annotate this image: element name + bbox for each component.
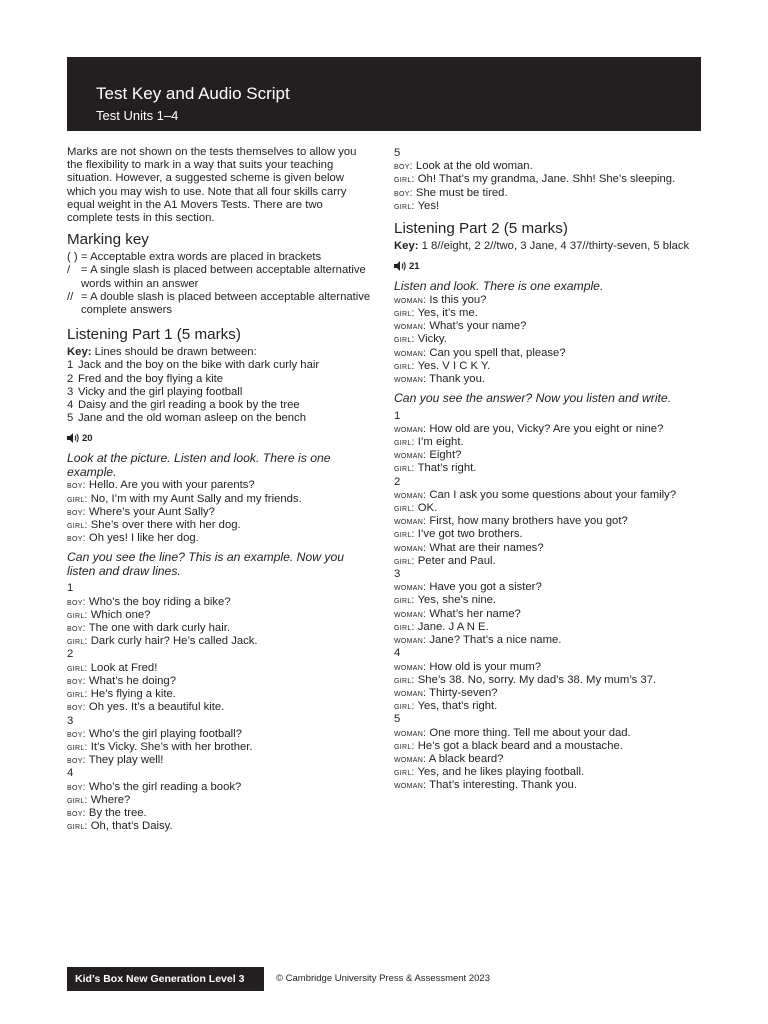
marking-key-symbol: ( ) (67, 251, 78, 264)
audio-track-number: 20 (82, 432, 93, 444)
line-text: By the tree. (88, 806, 147, 819)
speaker-label: boy: (67, 781, 86, 793)
dialogue-line (394, 320, 704, 333)
speaker-label: girl: (394, 555, 415, 567)
line-text: Oh yes! I like her dog. (88, 532, 199, 545)
page-title: Test Key and Audio Script (96, 84, 290, 103)
dialogue-line (394, 436, 704, 449)
line-text: Jane. J A N E. (417, 620, 489, 633)
line-text: I’m eight. (417, 436, 464, 449)
dialogue-group (67, 767, 371, 833)
line-text: I’ve got two brothers. (417, 528, 523, 541)
dialogue-line (67, 688, 371, 701)
dialogue-number: 5 (394, 147, 401, 159)
speaker-icon (394, 261, 406, 271)
dialogue-line (394, 661, 704, 674)
lp2-key-line (394, 240, 704, 253)
dialogue-line (67, 794, 371, 807)
dialogue-number: 1 (67, 582, 74, 595)
dialogue-group (394, 647, 704, 713)
speaker-label: woman: (394, 373, 427, 385)
line-text: Who’s the girl reading a book? (88, 780, 242, 793)
dialogue-group (394, 568, 704, 647)
speaker-label: girl: (394, 437, 415, 449)
dialogue-line (67, 675, 371, 688)
line-text: What’s your name? (429, 320, 527, 333)
dialogue-line (394, 608, 704, 621)
marking-key-heading: Marking key (67, 231, 149, 249)
speaker-label: boy: (67, 506, 86, 518)
lp2-example-dialogue (394, 294, 704, 386)
line-text: Thirty-seven? (429, 686, 498, 699)
line-text: Yes, that’s right. (417, 700, 498, 713)
speaker-label: boy: (67, 702, 86, 714)
dialogue-line (67, 701, 371, 714)
item-text: Daisy and the girl reading a book by the tree (78, 399, 300, 412)
dialogue-line (394, 542, 704, 555)
speaker-label: woman: (394, 727, 427, 739)
speaker-label: woman: (394, 321, 427, 333)
line-text: Can you spell that, please? (429, 346, 566, 359)
speaker-label: woman: (394, 294, 427, 306)
speaker-label: woman: (394, 489, 427, 501)
speaker-label: woman: (394, 635, 427, 647)
dialogue-line (394, 307, 704, 320)
lp1-answer-list (67, 359, 371, 425)
dialogue-line (394, 502, 704, 515)
line-text: Who’s the boy riding a bike? (88, 595, 231, 608)
right-column (394, 147, 704, 793)
speaker-label: girl: (67, 609, 88, 621)
line-text: The one with dark curly hair. (88, 622, 230, 635)
dialogue-number: 4 (394, 647, 401, 660)
line-text: Yes! (417, 199, 440, 212)
speaker-label: woman: (394, 687, 427, 699)
speaker-label: girl: (394, 360, 415, 372)
dialogue-line (394, 528, 704, 541)
dialogue-group (394, 410, 704, 476)
speaker-label: boy: (67, 480, 86, 492)
line-text: He’s flying a kite. (90, 688, 176, 701)
dialogue-line (67, 820, 371, 833)
line-text: They play well! (88, 754, 164, 767)
line-text: Is this you? (429, 293, 487, 306)
dialogue-group (394, 476, 704, 568)
speaker-label: boy: (67, 623, 86, 635)
speaker-label: girl: (394, 674, 415, 686)
intro-paragraph: Marks are not shown on the tests themselves to allow you the flexibility to mark in a way that suits your teaching situation. However, a suggested scheme is given below which you may wish to use. Note that all four skills carry equal weight in the A1 Movers Tests. There are two complete tests in this section. (67, 146, 357, 225)
speaker-label: girl: (394, 740, 415, 752)
dialogue-line (394, 727, 704, 740)
line-text: Can I ask you some questions about your family? (429, 488, 677, 501)
line-text: She’s 38. No, sorry. My dad’s 38. My mum’s 37. (417, 673, 657, 686)
dialogue-line (67, 596, 371, 609)
listening-part1-heading: Listening Part 1 (5 marks) (67, 326, 241, 344)
speaker-label: boy: (67, 728, 86, 740)
dialogue-line (67, 635, 371, 648)
dialogue-line (67, 728, 371, 741)
item-number: 3 (67, 385, 74, 398)
marking-key-row (67, 251, 371, 264)
dialogue-group (394, 713, 704, 792)
listening-part2-heading: Listening Part 2 (5 marks) (394, 220, 568, 238)
dialogue-line (67, 807, 371, 820)
item-number: 2 (67, 372, 74, 385)
lp1-key-text: Lines should be drawn between: (94, 346, 257, 359)
line-text: Yes, she’s nine. (417, 594, 497, 607)
dialogue-number: 2 (394, 475, 401, 488)
lp2-key-text: 1 8//eight, 2 2//two, 3 Jane, 4 37//thirty-seven, 5 black (421, 240, 690, 253)
marking-key-list (67, 251, 371, 317)
line-text: A black beard? (428, 752, 504, 765)
line-text: OK. (417, 502, 438, 515)
marking-key-symbol: // (67, 290, 74, 303)
dialogue-line (67, 532, 371, 545)
audio-track-20 (67, 432, 371, 444)
speaker-label: boy: (394, 187, 413, 199)
dialogue-line (394, 779, 704, 792)
marking-key-text: = A single slash is placed between acceptable alternative words within an answer (81, 264, 366, 290)
line-text: Oh! That’s my grandma, Jane. Shh! She’s sleeping. (417, 173, 676, 186)
line-text: First, how many brothers have you got? (429, 515, 628, 528)
dialogue-line (394, 753, 704, 766)
dialogue-line (67, 519, 371, 532)
speaker-label: girl: (67, 689, 88, 701)
dialogue-line (394, 347, 704, 360)
lp1-answer-item (67, 359, 371, 372)
page-header (67, 57, 701, 131)
lp1-answer-item (67, 412, 371, 425)
speaker-label: girl: (394, 621, 415, 633)
line-text: Where’s your Aunt Sally? (88, 505, 215, 518)
page-subtitle: Test Units 1–4 (96, 108, 179, 123)
book-title-badge: Kid’s Box New Generation Level 3 (67, 967, 264, 991)
speaker-label: woman: (394, 450, 427, 462)
line-text: That’s interesting. Thank you. (429, 779, 577, 792)
speaker-label: woman: (394, 780, 427, 792)
item-number: 5 (67, 412, 74, 425)
line-text: Dark curly hair? He’s called Jack. (90, 635, 258, 648)
line-text: One more thing. Tell me about your dad. (429, 726, 631, 739)
lp2-write-instruction: Can you see the answer? Now you listen and write. (394, 391, 672, 406)
speaker-label: boy: (67, 533, 86, 545)
speaker-label: girl: (67, 794, 88, 806)
copyright-text: © Cambridge University Press & Assessment 2023 (276, 973, 490, 984)
speaker-label: woman: (394, 582, 427, 594)
speaker-label: woman: (394, 753, 427, 765)
speaker-label: woman: (394, 516, 427, 528)
line-text: Thank you. (429, 372, 486, 385)
speaker-label: boy: (67, 675, 86, 687)
line-text: He’s got a black beard and a moustache. (417, 739, 623, 752)
speaker-label: girl: (394, 529, 415, 541)
item-number: 4 (67, 399, 74, 412)
item-number: 1 (67, 359, 74, 372)
left-column (67, 146, 371, 833)
line-text: How old is your mum? (429, 660, 542, 673)
speaker-label: girl: (67, 493, 88, 505)
marking-key-row (67, 264, 371, 290)
dialogue-line (394, 621, 704, 634)
dialogue-line (394, 160, 704, 173)
speaker-label: girl: (67, 821, 88, 833)
dialogue-group (67, 715, 371, 768)
dialogue-line (394, 173, 704, 186)
audio-track-number: 21 (409, 260, 420, 272)
lp2-key-label: Key: (394, 240, 419, 253)
speaker-label: boy: (67, 807, 86, 819)
dialogue-line (394, 515, 704, 528)
dialogue-number: 2 (67, 648, 74, 661)
dialogue-line (67, 493, 371, 506)
line-text: Jane? That’s a nice name. (429, 634, 562, 647)
dialogue-line (394, 766, 704, 779)
dialogue-line (394, 373, 704, 386)
line-text: Yes. V I C K Y. (417, 359, 491, 372)
speaker-icon (67, 433, 79, 443)
lp1-example-instruction: Look at the picture. Listen and look. There is one example. (67, 451, 331, 479)
speaker-label: girl: (394, 463, 415, 475)
speaker-label: girl: (67, 662, 88, 674)
dialogue-line (394, 740, 704, 753)
speaker-label: girl: (67, 741, 88, 753)
line-text: No, I’m with my Aunt Sally and my friends. (90, 492, 302, 505)
speaker-label: boy: (67, 755, 86, 767)
dialogue-group (67, 582, 371, 648)
speaker-label: girl: (394, 307, 415, 319)
lp1-answer-item (67, 386, 371, 399)
line-text: Vicky. (417, 333, 447, 346)
dialogue-line (394, 489, 704, 502)
line-text: Who’s the girl playing football? (88, 727, 242, 740)
lp1-example-dialogue (67, 479, 371, 545)
dialogue-line (67, 781, 371, 794)
speaker-label: girl: (67, 520, 88, 532)
dialogue-number: 5 (394, 713, 401, 726)
line-text: Yes, and he likes playing football. (417, 766, 585, 779)
dialogue-line (394, 360, 704, 373)
line-text: Oh yes. It’s a beautiful kite. (88, 701, 225, 714)
dialogue-number: 3 (67, 714, 74, 727)
marking-key-symbol: / (67, 264, 71, 277)
dialogue-line (67, 609, 371, 622)
lp2-dialogue-groups (394, 410, 704, 793)
dialogue-line (394, 423, 704, 436)
speaker-label: woman: (394, 661, 427, 673)
dialogue-line (394, 581, 704, 594)
item-text: Vicky and the girl playing football (78, 385, 243, 398)
dialogue-number: 4 (67, 767, 74, 780)
speaker-label: boy: (394, 161, 413, 173)
line-text: Oh, that’s Daisy. (90, 820, 173, 833)
line-text: Have you got a sister? (429, 581, 542, 594)
lp1-dialogue-5 (394, 160, 704, 213)
line-text: She’s over there with her dog. (90, 519, 241, 532)
dialogue-line (67, 506, 371, 519)
dialogue-line (394, 333, 704, 346)
dialogue-line (394, 200, 704, 213)
speaker-label: girl: (394, 334, 415, 346)
dialogue-line (394, 187, 704, 200)
marking-key-text: = A double slash is placed between acceptable alternative complete answers (81, 290, 371, 317)
lp2-example-instruction: Listen and look. There is one example. (394, 279, 604, 294)
speaker-label: girl: (394, 174, 415, 186)
line-text: Look at Fred! (90, 661, 158, 674)
line-text: She must be tired. (415, 186, 508, 199)
speaker-label: woman: (394, 347, 427, 359)
speaker-label: girl: (394, 200, 415, 212)
dialogue-line (394, 700, 704, 713)
marking-key-row (67, 291, 371, 317)
speaker-label: girl: (394, 503, 415, 515)
line-text: That’s right. (417, 462, 477, 475)
dialogue-line (67, 741, 371, 754)
dialogue-line (67, 662, 371, 675)
line-text: What’s he doing? (88, 674, 176, 687)
dialogue-line (67, 479, 371, 492)
dialogue-line (394, 294, 704, 307)
speaker-label: woman: (394, 608, 427, 620)
line-text: Which one? (90, 608, 151, 621)
marking-key-text: = Acceptable extra words are placed in brackets (81, 251, 322, 264)
line-text: What’s her name? (429, 607, 521, 620)
speaker-label: girl: (67, 636, 88, 648)
dialogue-number: 1 (394, 409, 401, 422)
line-text: Look at the old woman. (415, 160, 533, 173)
lp1-key-line (67, 346, 371, 359)
line-text: Eight? (429, 449, 462, 462)
audio-track-21 (394, 260, 704, 272)
speaker-label: girl: (394, 701, 415, 713)
speaker-label: girl: (394, 595, 415, 607)
line-text: Peter and Paul. (417, 554, 496, 567)
speaker-label: woman: (394, 423, 427, 435)
dialogue-line (67, 622, 371, 635)
dialogue-line (394, 449, 704, 462)
line-text: Hello. Are you with your parents? (88, 479, 255, 492)
speaker-label: girl: (394, 767, 415, 779)
dialogue-line (394, 462, 704, 475)
dialogue-group (67, 648, 371, 714)
line-text: Where? (90, 793, 131, 806)
line-text: What are their names? (429, 541, 544, 554)
lp1-answer-item (67, 399, 371, 412)
line-text: It’s Vicky. She’s with her brother. (90, 740, 253, 753)
dialogue-line (394, 555, 704, 568)
lp1-line-instruction: Can you see the line? This is an example. Now you listen and draw lines. (67, 550, 345, 578)
dialogue-line (394, 674, 704, 687)
dialogue-number: 3 (394, 568, 401, 581)
dialogue-line (394, 687, 704, 700)
item-text: Jane and the old woman asleep on the bench (78, 412, 306, 425)
speaker-label: woman: (394, 542, 427, 554)
lp1-key-label: Key: (67, 346, 92, 359)
line-text: Yes, it’s me. (417, 306, 478, 319)
item-text: Fred and the boy flying a kite (78, 372, 224, 385)
speaker-label: boy: (67, 596, 86, 608)
dialogue-line (394, 594, 704, 607)
lp1-answer-item (67, 373, 371, 386)
dialogue-line (394, 634, 704, 647)
dialogue-line (67, 754, 371, 767)
item-text: Jack and the boy on the bike with dark curly hair (78, 359, 320, 372)
lp1-dialogue-groups (67, 582, 371, 833)
line-text: How old are you, Vicky? Are you eight or nine? (429, 422, 664, 435)
